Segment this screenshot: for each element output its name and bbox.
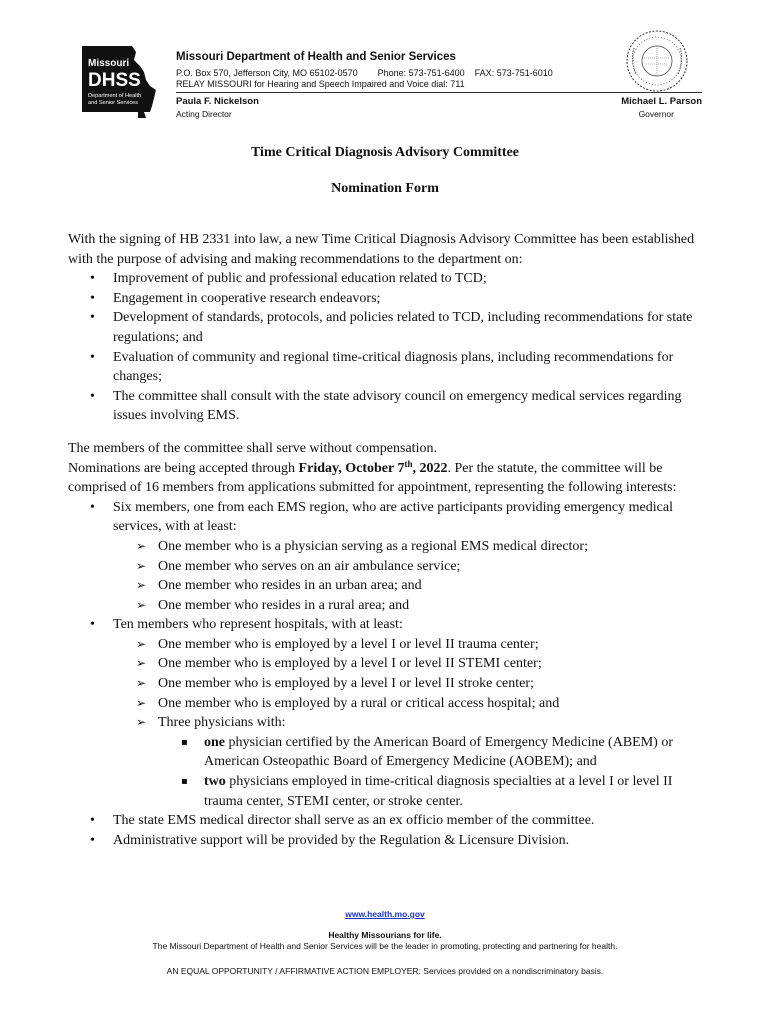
ems-sub-list [113,537,708,615]
state-seal-icon [622,28,692,94]
footer-mission: The Missouri Department of Health and Senior Services will be the leader in promoting, protecting and partnering for health. [152,941,618,951]
list-item: • Administrative support will be provided by the Regulation & Licensure Division. [68,831,708,851]
website-link[interactable]: www.health.mo.gov [345,909,425,919]
list-item: ➢ One member who is employed by a level I or level II STEMI center; [68,654,708,674]
intro-paragraph: With the signing of HB 2331 into law, a new Time Critical Diagnosis Advisory Committee has been established with the purpose of advising and making recommendations to the department on: [68,232,695,267]
purpose-list [68,269,708,426]
governor-title: Governor [638,109,674,119]
list-item: • Engagement in cooperative research endeavors; [68,289,708,309]
deadline-date: Friday, October 7th, 2022 [298,458,448,476]
compensation-paragraph: The members of the committee shall serve without compensation. [68,440,437,456]
list-item [68,498,708,616]
logo-text-dhss: DHSS [88,70,141,91]
logo-text-senior: and Senior Services [88,100,139,106]
director-title: Acting Director [176,109,232,119]
relay-line: RELAY MISSOURI for Hearing and Speech Impaired and Voice dial: 711 [176,79,465,89]
dhss-logo [80,42,160,120]
list-item: • The state EMS medical director shall serve as an ex officio member of the committee. [68,811,708,831]
list-item: ▪ one physician certified by the American Board of Emergency Medicine (ABEM) or American Osteopathic Board of Emergency Medicine (AOBEM); and [68,733,708,772]
list-item: ▪ two physicians employed in time-critical diagnosis specialties at a level I or level II trauma center, STEMI center, or stroke center. [68,772,708,811]
list-item: • Evaluation of community and regional time-critical diagnosis plans, including recommendations for changes; [68,348,708,387]
list-item [68,713,708,811]
department-address: P.O. Box 570, Jefferson City, MO 65102-0570 Phone: 573-751-6400 FAX: 573-751-6010 [176,68,553,78]
member-list [68,498,708,851]
list-item: ➢ One member who is employed by a level I or level II trauma center; [68,635,708,655]
list-item: ➢ One member who is employed by a level I or level II stroke center; [68,674,708,694]
list-item: • Development of standards, protocols, and policies related to TCD, including recommendations for state regulations; and [68,308,708,347]
list-item: ➢ One member who resides in a rural area; and [68,596,708,616]
physician-list [158,733,708,811]
governor-name: Michael L. Parson [621,96,702,107]
list-item: • Improvement of public and professional education related to TCD; [68,269,708,289]
nominations-pre: Nominations are being accepted through [68,460,299,476]
hospital-members-text: Ten members who represent hospitals, with at least: [113,617,403,633]
footer-eeo: AN EQUAL OPPORTUNITY / AFFIRMATIVE ACTION EMPLOYER: Services provided on a nondiscriminatory basis. [166,966,604,976]
director-name: Paula F. Nickelson [176,96,259,107]
footer-slogan: Healthy Missourians for life. [328,930,442,940]
logo-text-missouri: Missouri [88,58,130,69]
list-item: ➢ One member who is a physician serving as a regional EMS medical director; [68,537,708,557]
logo-text-dept: Department of Health [88,93,142,99]
list-item: ➢ One member who resides in an urban area; and [68,576,708,596]
ems-members-text: Six members, one from each EMS region, who are active participants providing emergency medical services, with at least: [113,499,673,535]
document-body [68,230,708,850]
department-name: Missouri Department of Health and Senior Services [176,51,456,63]
hospital-sub-list [113,635,708,811]
nominations-post: . Per the statute, the committee will be comprised of 16 members from applications submitted for appointment, representing the following interests: [68,460,677,496]
document-title: Time Critical Diagnosis Advisory Committee [250,145,520,160]
list-item: ➢ One member who serves on an air ambulance service; [68,557,708,577]
list-item: • The committee shall consult with the state advisory council on emergency medical services regarding issues involving EMS. [68,387,708,426]
list-item [68,615,708,811]
form-title: Nomination Form [331,181,439,196]
list-item: ➢ One member who is employed by a rural or critical access hospital; and [68,694,708,714]
physicians-text: Three physicians with: [158,715,286,731]
nominations-paragraph [68,459,708,498]
